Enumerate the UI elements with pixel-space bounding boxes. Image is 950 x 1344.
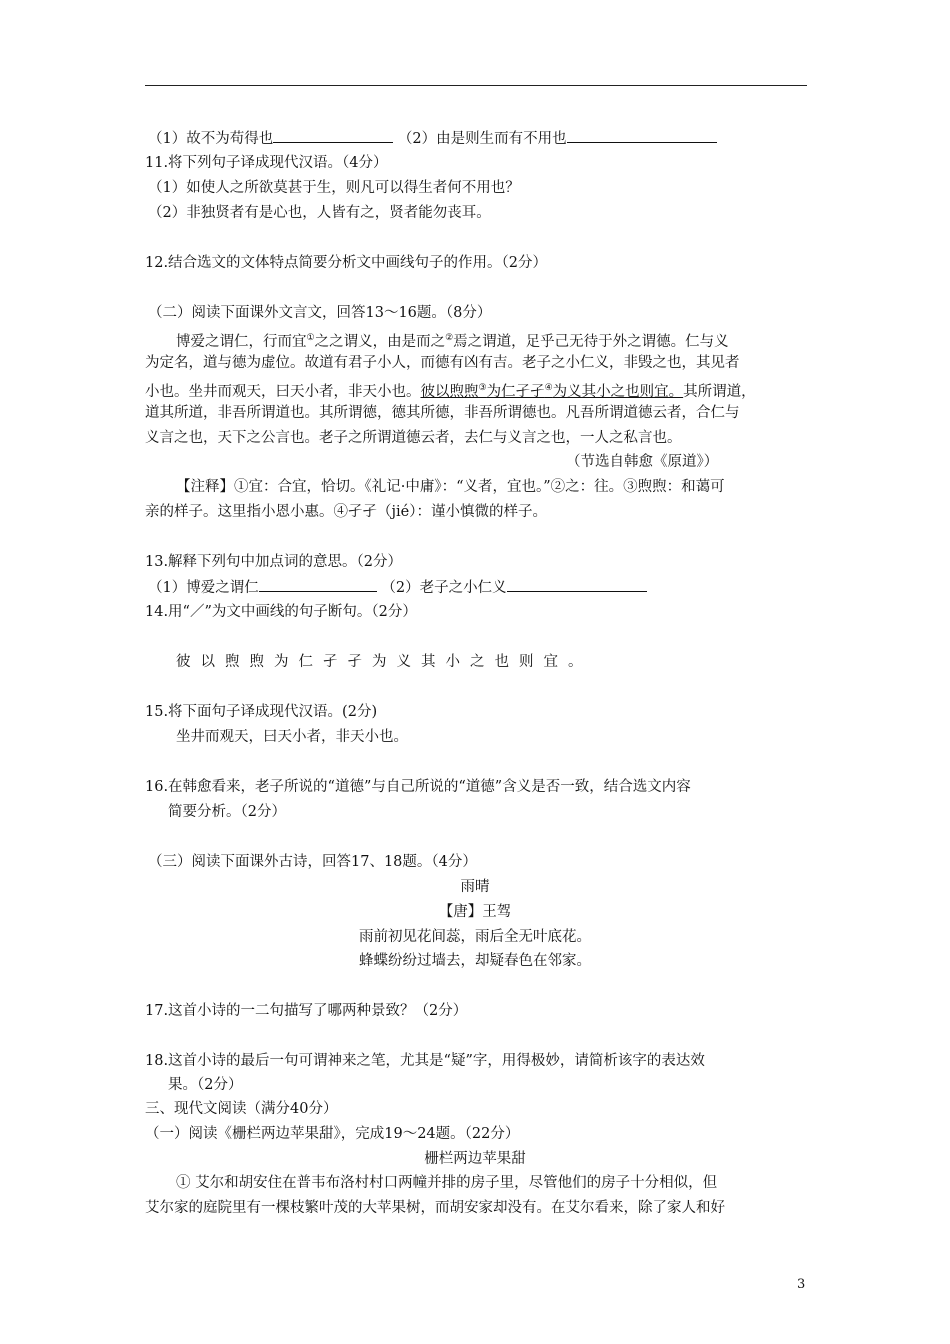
q16-title-line-2: 简要分析。（2分） (168, 804, 286, 820)
q10-answer-blank-1[interactable] (273, 128, 393, 143)
q11-sentence-1: （1）如使人之所欲莫甚于生，则凡可以得生者何不用也？ (148, 180, 520, 196)
footnote-mark-4: ④ (544, 383, 553, 393)
passage-line-4: 道其所道，非吾所谓道也。其所谓德，德其所德，非吾所谓德也。凡吾所谓道德云者，合仁与 (145, 405, 740, 421)
q13-part2: （2）老子之小仁义 (381, 580, 507, 596)
passage-text: 其所谓道， (683, 383, 756, 400)
q16-title-line-1: 16.在韩愈看来，老子所说的“道德”与自己所说的“道德”含义是否一致，结合选文内容 (145, 779, 691, 795)
q10-part1: （1）故不为苟得也 (148, 131, 274, 147)
passage-line-5: 义言之也，天下之公言也。老子之所谓道德云者，去仁与义言之也，一人之私言也。 (145, 430, 682, 446)
page-number: 3 (797, 1277, 806, 1292)
story-paragraph-1-line-2: 艾尔家的庭院里有一棵枝繁叶茂的大苹果树，而胡安家却没有。在艾尔看来，除了家人和好 (145, 1200, 725, 1216)
q10-answer-blank-2[interactable] (567, 128, 717, 143)
poem-author: 【唐】王驾 (438, 904, 512, 920)
q13-answer-blank-2[interactable] (507, 577, 647, 592)
poem-line-2: 蜂蝶纷纷过墙去，却疑春色在邻家。 (359, 953, 591, 969)
q15-title: 15.将下面句子译成现代汉语。(2分) (145, 704, 378, 720)
passage-source: （节选自韩愈《原道》） (566, 454, 719, 470)
underlined-sentence (421, 384, 684, 400)
q10-line (148, 128, 717, 149)
passage-text: 焉之谓道，足乎己无待于外之谓德。仁与义 (453, 333, 729, 350)
footnote-mark-2: ② (445, 333, 454, 343)
annotation-line-1: 【注释】①宜：合宜，恰切。《礼记·中庸》：“义者，宜也。”②之：往。③煦煦：和蔼可 (176, 479, 725, 495)
footnote-mark-1: ① (306, 333, 315, 343)
q14-title: 14.用“／”为文中画线的句子断句。（2分） (145, 604, 417, 620)
q12-title: 12.结合选文的文体特点简要分析文中画线句子的作用。（2分） (145, 255, 548, 271)
poem-title: 雨晴 (460, 879, 490, 895)
q13-part1: （1）博爱之谓仁 (148, 580, 259, 596)
underlined-text: 为仁孑孑 (486, 383, 545, 400)
passage-text: 之之谓义，由是而之 (314, 333, 446, 350)
underlined-text: 彼以煦煦 (420, 383, 479, 400)
q17-title: 17.这首小诗的一二句描写了哪两种景致？（2分） (145, 1003, 468, 1019)
passage-text: 博爱之谓仁，行而宜 (176, 333, 307, 350)
q15-sentence: 坐井而观天，曰天小者，非天小也。 (176, 729, 408, 745)
q14-sentence: 彼以煦煦为仁孑孑为义其小之也则宜。 (176, 654, 593, 670)
story-paragraph-1-line-1: ① 艾尔和胡安住在普韦布洛村村口两幢并排的房子里，尽管他们的房子十分相似，但 (176, 1175, 718, 1191)
q18-title-line-2: 果。（2分） (168, 1077, 243, 1093)
story-title: 栅栏两边苹果甜 (424, 1151, 526, 1167)
part3-header: （三）阅读下面课外古诗，回答17、18题。（4分） (148, 854, 477, 870)
q13-line (148, 577, 647, 598)
section3-sub1: （一）阅读《栅栏两边苹果甜》，完成19～24题。（22分） (145, 1126, 520, 1142)
q13-answer-blank-1[interactable] (259, 577, 377, 592)
annotation-line-2: 亲的样子。这里指小恩小惠。④孑孑（jié）：谨小慎微的样子。 (145, 504, 547, 520)
passage-line-1 (176, 328, 729, 352)
passage-line-2: 为定名，道与德为虚位。故道有君子小人，而德有凶有吉。老子之小仁义，非毁之也，其见者 (145, 355, 740, 371)
passage-text: 小也。坐井而观天，曰天小者，非天小也。 (145, 383, 421, 400)
poem-line-1: 雨前初见花间蕊，雨后全无叶底花。 (359, 929, 591, 945)
passage-line-3 (145, 378, 756, 402)
footnote-mark-3: ③ (478, 383, 487, 393)
underlined-text: 为义其小之也则宜。 (552, 383, 684, 400)
q11-title: 11.将下列句子译成现代汉语。（4分） (145, 155, 388, 171)
section3-title: 三、现代文阅读（满分40分） (145, 1101, 338, 1117)
q11-sentence-2: （2）非独贤者有是心也，人皆有之，贤者能勿丧耳。 (148, 205, 491, 221)
q10-part2: （2）由是则生而有不用也 (397, 131, 567, 147)
q18-title-line-1: 18.这首小诗的最后一句可谓神来之笔，尤其是“疑”字，用得极妙，请简析该字的表达效 (145, 1053, 705, 1069)
part2-header: （二）阅读下面课外文言文，回答13～16题。（8分） (148, 305, 492, 321)
q13-title: 13.解释下列句中加点词的意思。（2分） (145, 554, 403, 570)
header-rule (145, 85, 807, 86)
